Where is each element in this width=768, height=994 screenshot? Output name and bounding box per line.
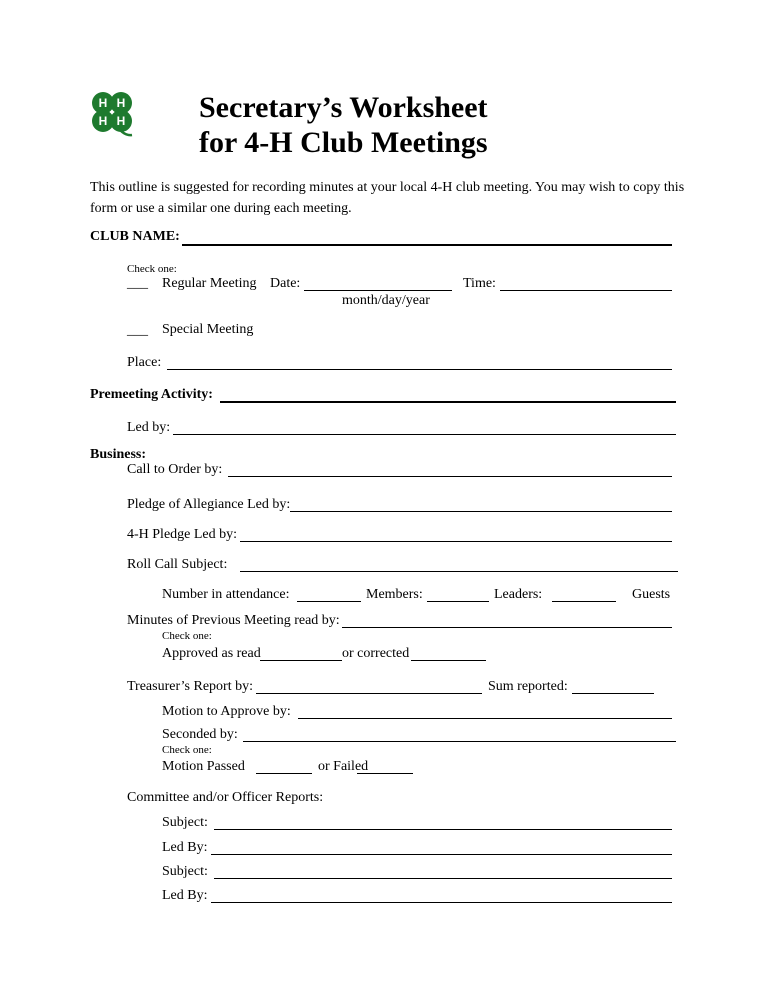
treasurer-report-input[interactable] xyxy=(258,678,480,694)
report-subject-input[interactable] xyxy=(216,814,670,830)
pledge-allegiance-label: Pledge of Allegiance Led by: xyxy=(127,497,291,512)
date-label: Date: xyxy=(270,276,301,291)
report-led-by-input[interactable] xyxy=(213,839,670,855)
roll-call-input[interactable] xyxy=(242,556,676,572)
time-label: Time: xyxy=(463,276,496,291)
or-failed-label: or Failed xyxy=(318,759,369,774)
approved-as-read-checkbox[interactable] xyxy=(260,660,342,661)
premeeting-activity-label: Premeeting Activity: xyxy=(90,387,213,402)
report-led-by-label: Led By: xyxy=(162,888,208,903)
page-title-line2: for 4-H Club Meetings xyxy=(199,126,488,159)
seconded-label: Seconded by: xyxy=(162,727,238,742)
leaders-label: Leaders: xyxy=(494,587,543,602)
place-label: Place: xyxy=(127,355,162,370)
premeeting-led-by-input[interactable] xyxy=(175,419,674,435)
pledge-allegiance-input[interactable] xyxy=(292,496,670,512)
treasurer-report-label: Treasurer’s Report by: xyxy=(127,679,253,694)
page-title-line1: Secretary’s Worksheet xyxy=(199,91,488,124)
pledge-4h-label: 4-H Pledge Led by: xyxy=(127,527,238,542)
special-meeting-label: Special Meeting xyxy=(162,322,254,337)
or-failed-checkbox[interactable] xyxy=(357,773,413,774)
premeeting-led-by-label: Led by: xyxy=(127,420,171,435)
attendance-number-input[interactable] xyxy=(299,586,359,602)
business-heading: Business: xyxy=(90,447,147,462)
club-name-label: CLUB NAME: xyxy=(90,229,180,244)
premeeting-activity-input[interactable] xyxy=(222,386,674,402)
intro-paragraph: This outline is suggested for recording minutes at your local 4-H club meeting. You may wish to copy this form or use a similar one during each meeting. xyxy=(90,180,685,216)
committee-reports-label: Committee and/or Officer Reports: xyxy=(127,790,324,805)
sum-reported-input[interactable] xyxy=(574,678,652,694)
members-input[interactable] xyxy=(429,586,487,602)
regular-meeting-checkbox[interactable]: ___ xyxy=(127,276,148,291)
attendance-number-label: Number in attendance: xyxy=(162,587,290,602)
report-subject-input[interactable] xyxy=(216,863,670,879)
report-led-by-input[interactable] xyxy=(213,887,670,903)
pledge-4h-input[interactable] xyxy=(242,526,670,542)
roll-call-label: Roll Call Subject: xyxy=(127,557,228,572)
motion-approve-label: Motion to Approve by: xyxy=(162,704,291,719)
logo-letter: H xyxy=(98,96,108,110)
minutes-read-label: Minutes of Previous Meeting read by: xyxy=(127,613,340,628)
minutes-check-one-label: Check one: xyxy=(162,630,212,642)
logo-letter: H xyxy=(98,114,108,128)
seconded-input[interactable] xyxy=(245,726,674,742)
date-input[interactable] xyxy=(306,275,450,291)
or-corrected-label: or corrected xyxy=(342,646,410,661)
members-label: Members: xyxy=(366,587,423,602)
special-meeting-checkbox[interactable]: ___ xyxy=(127,323,148,338)
logo-letter: H xyxy=(116,114,126,128)
minutes-read-input[interactable] xyxy=(344,612,670,628)
4h-clover-logo xyxy=(86,88,138,140)
logo-letter: H xyxy=(116,96,126,110)
report-subject-label: Subject: xyxy=(162,864,208,879)
approved-as-read-label: Approved as read xyxy=(162,646,261,661)
motion-approve-input[interactable] xyxy=(300,703,670,719)
club-name-input[interactable] xyxy=(185,229,670,245)
or-corrected-checkbox[interactable] xyxy=(411,660,486,661)
report-subject-label: Subject: xyxy=(162,815,208,830)
sum-reported-label: Sum reported: xyxy=(488,679,568,694)
date-format-hint: month/day/year xyxy=(342,293,430,308)
check-one-label: Check one: xyxy=(127,263,177,275)
place-input[interactable] xyxy=(169,354,669,370)
motion-passed-label: Motion Passed xyxy=(162,759,245,774)
time-input[interactable] xyxy=(502,275,670,291)
call-to-order-label: Call to Order by: xyxy=(127,462,223,477)
motion-passed-checkbox[interactable] xyxy=(256,773,312,774)
guests-label: Guests xyxy=(632,587,671,602)
report-led-by-label: Led By: xyxy=(162,840,208,855)
regular-meeting-label: Regular Meeting xyxy=(162,276,257,291)
leaders-input[interactable] xyxy=(554,586,614,602)
motion-check-one-label: Check one: xyxy=(162,744,212,756)
call-to-order-input[interactable] xyxy=(230,461,670,477)
